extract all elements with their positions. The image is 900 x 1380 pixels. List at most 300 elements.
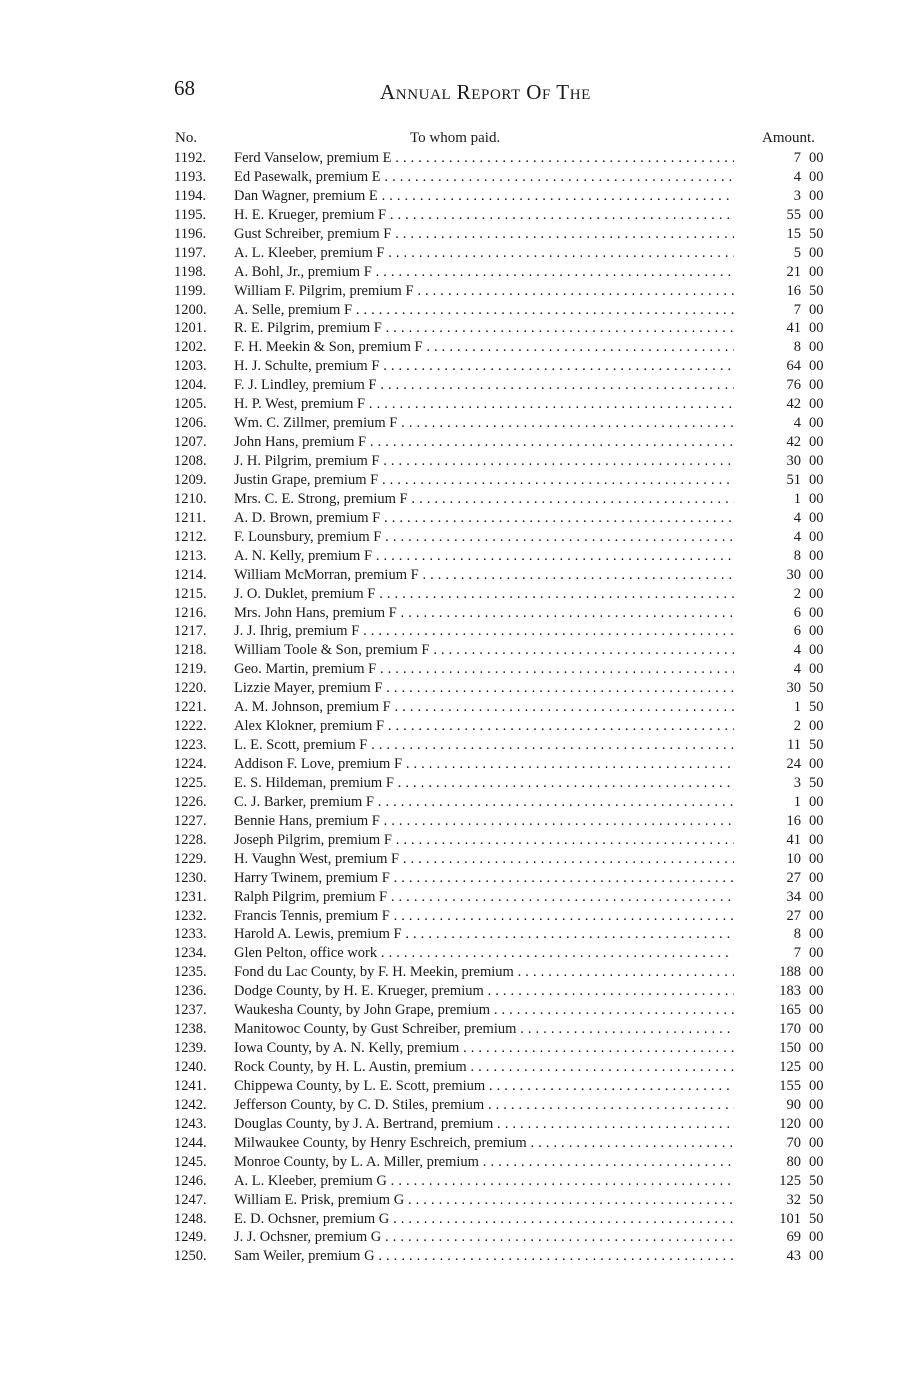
row-amount-cents: 00	[809, 1096, 824, 1113]
row-amount-cents: 50	[809, 1191, 824, 1208]
table-row	[0, 338, 900, 357]
table-row	[0, 1115, 900, 1134]
row-number: 1248.	[174, 1210, 207, 1227]
row-amount-dollars: 41	[786, 831, 801, 848]
row-number: 1236.	[174, 983, 207, 1000]
row-number: 1244.	[174, 1134, 207, 1151]
row-payee: Dodge County, by H. E. Krueger, premium . . .	[234, 982, 734, 1001]
row-payee: Gust Schreiber, premium F . . .	[234, 225, 734, 244]
row-amount-dollars: 10	[786, 850, 801, 867]
row-number: 1211.	[174, 509, 207, 526]
row-amount-cents: 00	[809, 566, 824, 583]
row-amount-cents: 00	[809, 301, 824, 318]
row-amount-cents: 00	[809, 964, 824, 981]
row-number: 1203.	[174, 358, 207, 375]
row-number: 1233.	[174, 926, 207, 943]
row-number: 1219.	[174, 661, 207, 678]
table-row	[0, 414, 900, 433]
table-row	[0, 698, 900, 717]
row-amount-dollars: 8	[793, 339, 801, 356]
row-amount-dollars: 150	[779, 1040, 801, 1057]
row-number: 1247.	[174, 1191, 207, 1208]
row-payee: H. Vaughn West, premium F . . .	[234, 850, 734, 869]
row-amount-dollars: 8	[793, 547, 801, 564]
row-number: 1249.	[174, 1229, 207, 1246]
row-amount-cents: 00	[809, 547, 824, 564]
row-amount-cents: 00	[809, 812, 824, 829]
row-amount-cents: 50	[809, 282, 824, 299]
row-payee: Milwaukee County, by Henry Eschreich, premium . . .	[234, 1134, 734, 1153]
row-amount-dollars: 43	[786, 1248, 801, 1265]
row-number: 1201.	[174, 320, 207, 337]
row-payee: H. J. Schulte, premium F . . .	[234, 357, 734, 376]
row-amount-dollars: 8	[793, 926, 801, 943]
row-payee: Harry Twinem, premium F . . .	[234, 869, 734, 888]
row-payee: H. E. Krueger, premium F . . .	[234, 206, 734, 225]
row-amount-cents: 50	[809, 699, 824, 716]
table-row	[0, 1096, 900, 1115]
row-amount-dollars: 30	[786, 453, 801, 469]
table-row	[0, 1134, 900, 1153]
row-number: 1207.	[174, 434, 207, 451]
row-payee: Ed Pasewalk, premium E . . .	[234, 168, 734, 187]
table-row	[0, 206, 900, 225]
row-amount-cents: 00	[809, 585, 824, 602]
table-row	[0, 755, 900, 774]
table-row	[0, 1001, 900, 1020]
column-header-amount: Amount.	[762, 130, 815, 146]
row-number: 1196.	[174, 225, 207, 242]
table-row	[0, 925, 900, 944]
row-amount-cents: 00	[809, 926, 824, 943]
row-amount-dollars: 69	[786, 1229, 801, 1246]
table-row	[0, 660, 900, 679]
table-row	[0, 982, 900, 1001]
row-amount-dollars: 4	[793, 168, 801, 185]
row-amount-dollars: 76	[786, 377, 801, 394]
table-row	[0, 509, 900, 528]
row-amount-cents: 50	[809, 737, 824, 754]
row-amount-dollars: 30	[786, 566, 801, 583]
page-number: 68	[174, 76, 195, 100]
row-payee: E. S. Hildeman, premium F . . .	[234, 774, 734, 793]
row-amount-cents: 00	[809, 756, 824, 772]
row-number: 1221.	[174, 699, 207, 716]
row-amount-cents: 00	[809, 415, 824, 432]
table-row	[0, 585, 900, 604]
row-amount-cents: 00	[809, 244, 824, 261]
row-payee: Lizzie Mayer, premium F . . .	[234, 679, 734, 698]
table-row	[0, 604, 900, 623]
row-payee: A. D. Brown, premium F . . .	[234, 509, 734, 528]
table-row	[0, 963, 900, 982]
row-payee: Wm. C. Zillmer, premium F . . .	[234, 414, 734, 433]
row-amount-dollars: 1	[793, 699, 801, 716]
row-payee: Jefferson County, by C. D. Stiles, premium . . .	[234, 1096, 734, 1115]
row-amount-cents: 00	[809, 453, 824, 469]
table-row	[0, 225, 900, 244]
row-amount-dollars: 15	[786, 225, 801, 242]
row-number: 1223.	[174, 737, 207, 754]
table-row	[0, 1077, 900, 1096]
row-amount-cents: 50	[809, 774, 824, 791]
row-amount-cents: 00	[809, 339, 824, 356]
table-row	[0, 1172, 900, 1191]
row-amount-dollars: 34	[786, 888, 801, 905]
table-row	[0, 547, 900, 566]
row-amount-cents: 00	[809, 907, 824, 924]
row-amount-cents: 00	[809, 623, 824, 640]
table-row	[0, 622, 900, 641]
row-number: 1228.	[174, 831, 207, 848]
row-amount-dollars: 120	[779, 1115, 801, 1132]
table-row	[0, 736, 900, 755]
row-amount-dollars: 27	[786, 869, 801, 886]
row-number: 1212.	[174, 528, 207, 545]
row-amount-cents: 00	[809, 1077, 824, 1094]
row-number: 1213.	[174, 547, 207, 564]
row-amount-dollars: 6	[793, 604, 801, 621]
table-row	[0, 944, 900, 963]
row-payee: Sam Weiler, premium G . . .	[234, 1247, 734, 1266]
row-number: 1218.	[174, 642, 207, 659]
row-amount-dollars: 1	[793, 793, 801, 810]
table-row	[0, 319, 900, 338]
row-payee: Glen Pelton, office work . . .	[234, 944, 734, 963]
row-amount-cents: 00	[809, 1115, 824, 1132]
row-amount-dollars: 165	[779, 1002, 801, 1019]
row-number: 1202.	[174, 339, 207, 356]
row-number: 1238.	[174, 1021, 207, 1038]
table-row	[0, 831, 900, 850]
table-row	[0, 301, 900, 320]
row-amount-dollars: 183	[779, 983, 801, 1000]
row-payee: Alex Klokner, premium F . . .	[234, 717, 734, 736]
row-payee: Justin Grape, premium F . . .	[234, 471, 734, 490]
table-row	[0, 850, 900, 869]
row-amount-dollars: 16	[786, 282, 801, 299]
row-payee: Harold A. Lewis, premium F . . .	[234, 925, 734, 944]
table-row	[0, 641, 900, 660]
row-amount-dollars: 125	[779, 1059, 801, 1075]
row-payee: F. Lounsbury, premium F . . .	[234, 528, 734, 547]
row-amount-dollars: 4	[793, 415, 801, 432]
table-row	[0, 1020, 900, 1039]
table-row	[0, 679, 900, 698]
row-number: 1250.	[174, 1248, 207, 1265]
row-payee: Ralph Pilgrim, premium F . . .	[234, 888, 734, 907]
row-payee: L. E. Scott, premium F . . .	[234, 736, 734, 755]
row-number: 1195.	[174, 206, 207, 223]
table-row	[0, 149, 900, 168]
row-payee: J. J. Ihrig, premium F . . .	[234, 622, 734, 641]
row-amount-cents: 00	[809, 604, 824, 621]
row-amount-cents: 00	[809, 642, 824, 659]
row-number: 1192.	[174, 150, 207, 166]
row-amount-cents: 00	[809, 1021, 824, 1038]
table-header	[0, 130, 900, 149]
row-amount-dollars: 90	[786, 1096, 801, 1113]
table-row	[0, 566, 900, 585]
column-header-no: No.	[175, 130, 198, 146]
row-amount-cents: 00	[809, 168, 824, 185]
row-number: 1237.	[174, 1002, 207, 1019]
row-amount-cents: 50	[809, 680, 824, 697]
row-amount-dollars: 2	[793, 585, 801, 602]
row-payee: A. Selle, premium F . . .	[234, 301, 734, 320]
row-number: 1230.	[174, 869, 207, 886]
row-amount-dollars: 4	[793, 509, 801, 526]
row-amount-dollars: 188	[779, 964, 801, 981]
row-amount-cents: 00	[809, 1229, 824, 1246]
row-payee: Mrs. C. E. Strong, premium F . . .	[234, 490, 734, 509]
row-number: 1200.	[174, 301, 207, 318]
table-row	[0, 717, 900, 736]
row-amount-cents: 00	[809, 1040, 824, 1057]
row-amount-cents: 00	[809, 206, 824, 223]
row-payee: A. N. Kelly, premium F . . .	[234, 547, 734, 566]
row-amount-dollars: 4	[793, 661, 801, 678]
row-amount-cents: 00	[809, 1059, 824, 1075]
row-amount-dollars: 155	[779, 1077, 801, 1094]
table-row	[0, 869, 900, 888]
row-number: 1243.	[174, 1115, 207, 1132]
row-amount-cents: 00	[809, 1134, 824, 1151]
table-row	[0, 774, 900, 793]
table-row	[0, 1058, 900, 1077]
row-number: 1193.	[174, 168, 207, 185]
table-row	[0, 888, 900, 907]
row-payee: Iowa County, by A. N. Kelly, premium . . .	[234, 1039, 734, 1058]
table-row	[0, 1228, 900, 1247]
row-amount-cents: 00	[809, 718, 824, 735]
row-number: 1222.	[174, 718, 207, 735]
row-amount-cents: 00	[809, 793, 824, 810]
row-number: 1198.	[174, 263, 207, 280]
table-row	[0, 168, 900, 187]
row-payee: William F. Pilgrim, premium F . . .	[234, 282, 734, 301]
row-amount-cents: 50	[809, 1172, 824, 1189]
row-amount-dollars: 42	[786, 434, 801, 451]
row-payee: F. J. Lindley, premium F . . .	[234, 376, 734, 395]
payment-table	[0, 149, 900, 1266]
table-row	[0, 376, 900, 395]
row-amount-cents: 00	[809, 358, 824, 375]
row-number: 1214.	[174, 566, 207, 583]
table-row	[0, 244, 900, 263]
row-payee: John Hans, premium F . . .	[234, 433, 734, 452]
row-amount-cents: 00	[809, 1002, 824, 1019]
row-number: 1220.	[174, 680, 207, 697]
row-number: 1206.	[174, 415, 207, 432]
row-amount-dollars: 4	[793, 528, 801, 545]
table-row	[0, 433, 900, 452]
row-amount-cents: 00	[809, 888, 824, 905]
table-row	[0, 282, 900, 301]
row-amount-cents: 00	[809, 434, 824, 451]
row-amount-dollars: 7	[793, 301, 801, 318]
table-row	[0, 395, 900, 414]
row-payee: J. O. Duklet, premium F . . .	[234, 585, 734, 604]
table-row	[0, 1153, 900, 1172]
row-amount-dollars: 55	[786, 206, 801, 223]
row-payee: Fond du Lac County, by F. H. Meekin, premium . . .	[234, 963, 734, 982]
row-payee: A. L. Kleeber, premium G . . .	[234, 1172, 734, 1191]
row-amount-dollars: 24	[786, 756, 801, 772]
row-number: 1216.	[174, 604, 207, 621]
table-row	[0, 1210, 900, 1229]
row-number: 1217.	[174, 623, 207, 640]
row-number: 1227.	[174, 812, 207, 829]
table-row	[0, 357, 900, 376]
row-payee: Chippewa County, by L. E. Scott, premium . . .	[234, 1077, 734, 1096]
row-amount-cents: 00	[809, 187, 824, 204]
row-number: 1194.	[174, 187, 207, 204]
row-amount-dollars: 101	[779, 1210, 801, 1227]
row-amount-dollars: 51	[786, 471, 801, 488]
row-amount-cents: 00	[809, 1153, 824, 1170]
table-row	[0, 490, 900, 509]
row-amount-dollars: 170	[779, 1021, 801, 1038]
row-payee: William Toole & Son, premium F . . .	[234, 641, 734, 660]
row-amount-cents: 50	[809, 1210, 824, 1227]
column-header-payee: To whom paid.	[410, 130, 501, 146]
row-amount-dollars: 16	[786, 812, 801, 829]
row-payee: C. J. Barker, premium F . . .	[234, 793, 734, 812]
row-amount-dollars: 6	[793, 623, 801, 640]
table-row	[0, 1247, 900, 1266]
row-amount-dollars: 5	[793, 244, 801, 261]
row-number: 1197.	[174, 244, 207, 261]
row-amount-cents: 00	[809, 150, 824, 166]
table-row	[0, 471, 900, 490]
table-row	[0, 263, 900, 282]
row-amount-cents: 00	[809, 320, 824, 337]
row-amount-cents: 00	[809, 396, 824, 413]
row-amount-cents: 00	[809, 263, 824, 280]
row-payee: Waukesha County, by John Grape, premium . . .	[234, 1001, 734, 1020]
row-amount-dollars: 64	[786, 358, 801, 375]
row-amount-dollars: 11	[787, 737, 801, 754]
row-number: 1239.	[174, 1040, 207, 1057]
row-amount-dollars: 30	[786, 680, 801, 697]
row-amount-cents: 00	[809, 983, 824, 1000]
row-amount-dollars: 1	[793, 490, 801, 507]
row-payee: Rock County, by H. L. Austin, premium . . .	[234, 1058, 734, 1077]
row-payee: A. L. Kleeber, premium F . . .	[234, 244, 734, 263]
table-row	[0, 907, 900, 926]
row-amount-dollars: 4	[793, 642, 801, 659]
row-number: 1199.	[174, 282, 207, 299]
row-amount-dollars: 2	[793, 718, 801, 735]
row-amount-cents: 00	[809, 661, 824, 678]
row-payee: E. D. Ochsner, premium G . . .	[234, 1210, 734, 1229]
row-amount-cents: 00	[809, 1248, 824, 1265]
row-number: 1224.	[174, 756, 207, 772]
row-amount-cents: 00	[809, 490, 824, 507]
row-payee: J. H. Pilgrim, premium F . . .	[234, 452, 734, 471]
table-row	[0, 812, 900, 831]
row-number: 1246.	[174, 1172, 207, 1189]
row-number: 1232.	[174, 907, 207, 924]
row-number: 1225.	[174, 774, 207, 791]
row-number: 1205.	[174, 396, 207, 413]
row-number: 1241.	[174, 1077, 207, 1094]
row-number: 1242.	[174, 1096, 207, 1113]
row-number: 1234.	[174, 945, 207, 962]
row-payee: F. H. Meekin & Son, premium F . . .	[234, 338, 734, 357]
row-payee: H. P. West, premium F . . .	[234, 395, 734, 414]
row-amount-cents: 00	[809, 377, 824, 394]
row-amount-dollars: 21	[786, 263, 801, 280]
row-amount-cents: 00	[809, 831, 824, 848]
row-payee: Joseph Pilgrim, premium F . . .	[234, 831, 734, 850]
row-number: 1229.	[174, 850, 207, 867]
row-number: 1226.	[174, 793, 207, 810]
row-payee: Geo. Martin, premium F . . .	[234, 660, 734, 679]
row-payee: Francis Tennis, premium F . . .	[234, 907, 734, 926]
table-row	[0, 1191, 900, 1210]
row-amount-cents: 50	[809, 225, 824, 242]
row-payee: A. Bohl, Jr., premium F . . .	[234, 263, 734, 282]
row-number: 1204.	[174, 377, 207, 394]
row-payee: R. E. Pilgrim, premium F . . .	[234, 319, 734, 338]
row-amount-dollars: 7	[793, 945, 801, 962]
row-payee: William E. Prisk, premium G . . .	[234, 1191, 734, 1210]
row-payee: Douglas County, by J. A. Bertrand, premium . . .	[234, 1115, 734, 1134]
row-payee: Manitowoc County, by Gust Schreiber, premium . . .	[234, 1020, 734, 1039]
table-row	[0, 1039, 900, 1058]
row-number: 1231.	[174, 888, 207, 905]
row-amount-cents: 00	[809, 850, 824, 867]
row-amount-dollars: 3	[793, 187, 801, 204]
row-amount-dollars: 42	[786, 396, 801, 413]
row-amount-dollars: 41	[786, 320, 801, 337]
row-amount-dollars: 3	[793, 774, 801, 791]
row-number: 1209.	[174, 471, 207, 488]
row-number: 1208.	[174, 453, 207, 469]
row-number: 1235.	[174, 964, 207, 981]
running-title: ANNUAL REPORT OF THE	[380, 80, 591, 104]
row-amount-cents: 00	[809, 945, 824, 962]
row-payee: William McMorran, premium F . . .	[234, 566, 734, 585]
row-number: 1210.	[174, 490, 207, 507]
row-amount-dollars: 32	[786, 1191, 801, 1208]
table-row	[0, 528, 900, 547]
row-number: 1215.	[174, 585, 207, 602]
row-amount-cents: 00	[809, 471, 824, 488]
row-payee: Ferd Vanselow, premium E . . .	[234, 149, 734, 168]
row-amount-dollars: 27	[786, 907, 801, 924]
row-payee: A. M. Johnson, premium F . . .	[234, 698, 734, 717]
row-payee: Bennie Hans, premium F . . .	[234, 812, 734, 831]
row-number: 1240.	[174, 1059, 207, 1075]
row-payee: Dan Wagner, premium E . . .	[234, 187, 734, 206]
row-payee: Mrs. John Hans, premium F . . .	[234, 604, 734, 623]
row-payee: J. J. Ochsner, premium G . . .	[234, 1228, 734, 1247]
table-row	[0, 793, 900, 812]
table-row	[0, 452, 900, 471]
row-number: 1245.	[174, 1153, 207, 1170]
row-payee: Monroe County, by L. A. Miller, premium . . .	[234, 1153, 734, 1172]
row-amount-cents: 00	[809, 509, 824, 526]
row-amount-dollars: 125	[779, 1172, 801, 1189]
row-amount-cents: 00	[809, 869, 824, 886]
table-row	[0, 187, 900, 206]
row-amount-dollars: 7	[793, 150, 801, 166]
row-amount-dollars: 70	[786, 1134, 801, 1151]
row-amount-dollars: 80	[786, 1153, 801, 1170]
